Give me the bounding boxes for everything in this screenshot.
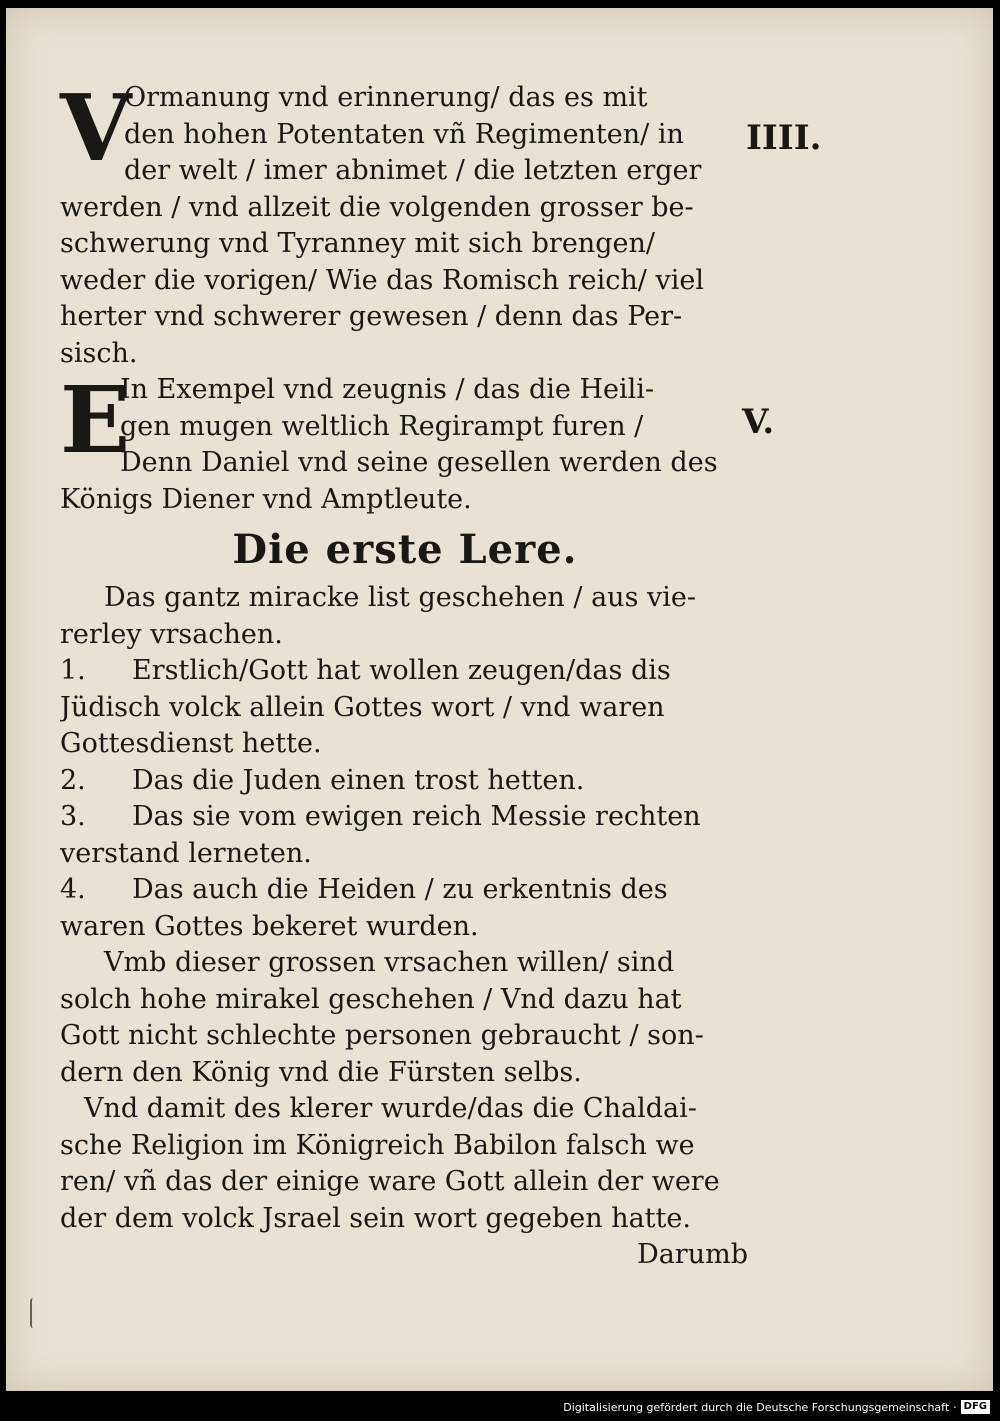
catchword: Darumb xyxy=(637,1239,748,1270)
text-line: weder die vorigen/ Wie das Romisch reich/ viel xyxy=(60,264,704,296)
paragraph xyxy=(60,945,750,1091)
footer-text: Digitalisierung gefördert durch die Deutsche Forschungsgemeinschaft xyxy=(563,1400,950,1414)
text-line: solch hohe mirakel geschehen / Vnd dazu hat xyxy=(60,983,682,1015)
text-line: Erstlich/Gott hat wollen zeugen/das dis xyxy=(132,655,671,686)
section-example xyxy=(60,366,750,518)
numbered-item xyxy=(60,799,750,872)
numbered-item xyxy=(60,653,750,763)
numbered-item xyxy=(60,763,750,800)
item-number: 2. xyxy=(60,764,86,796)
text-line: der welt / imer abnimet / die letzten erger xyxy=(124,155,702,186)
digitization-footer xyxy=(563,1398,990,1416)
text-line: Vmb dieser grossen vrsachen willen/ sind xyxy=(104,947,675,978)
dfg-logo-icon: DFG xyxy=(961,1400,990,1414)
item-number: 1. xyxy=(60,655,86,686)
page-text xyxy=(60,74,750,1274)
numbered-item xyxy=(60,872,750,945)
text-line: herter vnd schwerer gewesen / denn das Per- xyxy=(60,301,683,332)
paragraph xyxy=(60,1091,750,1237)
text-line: dern den König vnd die Fürsten selbs. xyxy=(60,1056,582,1088)
item-number: 3. xyxy=(60,801,86,832)
text-line: sisch. xyxy=(60,337,138,369)
text-line: Ormanung vnd erinnerung/ das es mit xyxy=(124,82,648,113)
text-line: sche Religion im Königreich Babilon falsch we xyxy=(60,1129,695,1161)
footer-separator: · xyxy=(953,1400,957,1414)
text-line: Gott nicht schlechte personen gebraucht / son- xyxy=(60,1020,704,1051)
text-line: den hohen Potentaten vñ Regimenten/ in xyxy=(124,118,684,150)
text-line: Das auch die Heiden / zu erkentnis des xyxy=(132,874,668,905)
text-line: werden / vnd allzeit die volgenden grosser be- xyxy=(60,191,694,223)
text-line: Denn Daniel vnd seine gesellen werden des xyxy=(120,447,718,478)
text-line: Jüdisch volck allein Gottes wort / vnd waren xyxy=(60,691,665,723)
text-line: der dem volck Jsrael sein wort gegeben hatte. xyxy=(60,1202,691,1234)
text-line: Das die Juden einen trost hetten. xyxy=(132,764,585,796)
drop-capital-v: V xyxy=(60,74,132,182)
text-line: Vnd damit des klerer wurde/das die Chaldai- xyxy=(84,1093,697,1124)
section-heading: Die erste Lere. xyxy=(232,526,578,573)
text-line: gen mugen weltlich Regirampt furen / xyxy=(120,410,644,442)
book-page xyxy=(6,8,993,1391)
text-line: Gottesdienst hette. xyxy=(60,728,322,759)
text-line: In Exempel vnd zeugnis / das die Heili- xyxy=(120,374,655,405)
text-line: waren Gottes bekeret wurden. xyxy=(60,910,479,942)
text-line: rerley vrsachen. xyxy=(60,618,283,650)
margin-numeral: V. xyxy=(742,402,775,442)
page-mark xyxy=(30,1298,38,1328)
text-line: ren/ vñ das der einige ware Gott allein der were xyxy=(60,1166,720,1197)
text-line: Königs Diener vnd Amptleute. xyxy=(60,483,472,515)
margin-numeral: IIII. xyxy=(746,118,822,158)
drop-capital-e: E xyxy=(60,366,131,474)
text-line: Das sie vom ewigen reich Messie rechten xyxy=(132,801,701,832)
text-line: schwerung vnd Tyranney mit sich brengen/ xyxy=(60,228,655,259)
section-admonition xyxy=(60,74,750,372)
item-number: 4. xyxy=(60,874,86,905)
text-line: verstand lerneten. xyxy=(60,837,312,869)
text-line: Das gantz miracke list geschehen / aus vie- xyxy=(104,582,696,613)
